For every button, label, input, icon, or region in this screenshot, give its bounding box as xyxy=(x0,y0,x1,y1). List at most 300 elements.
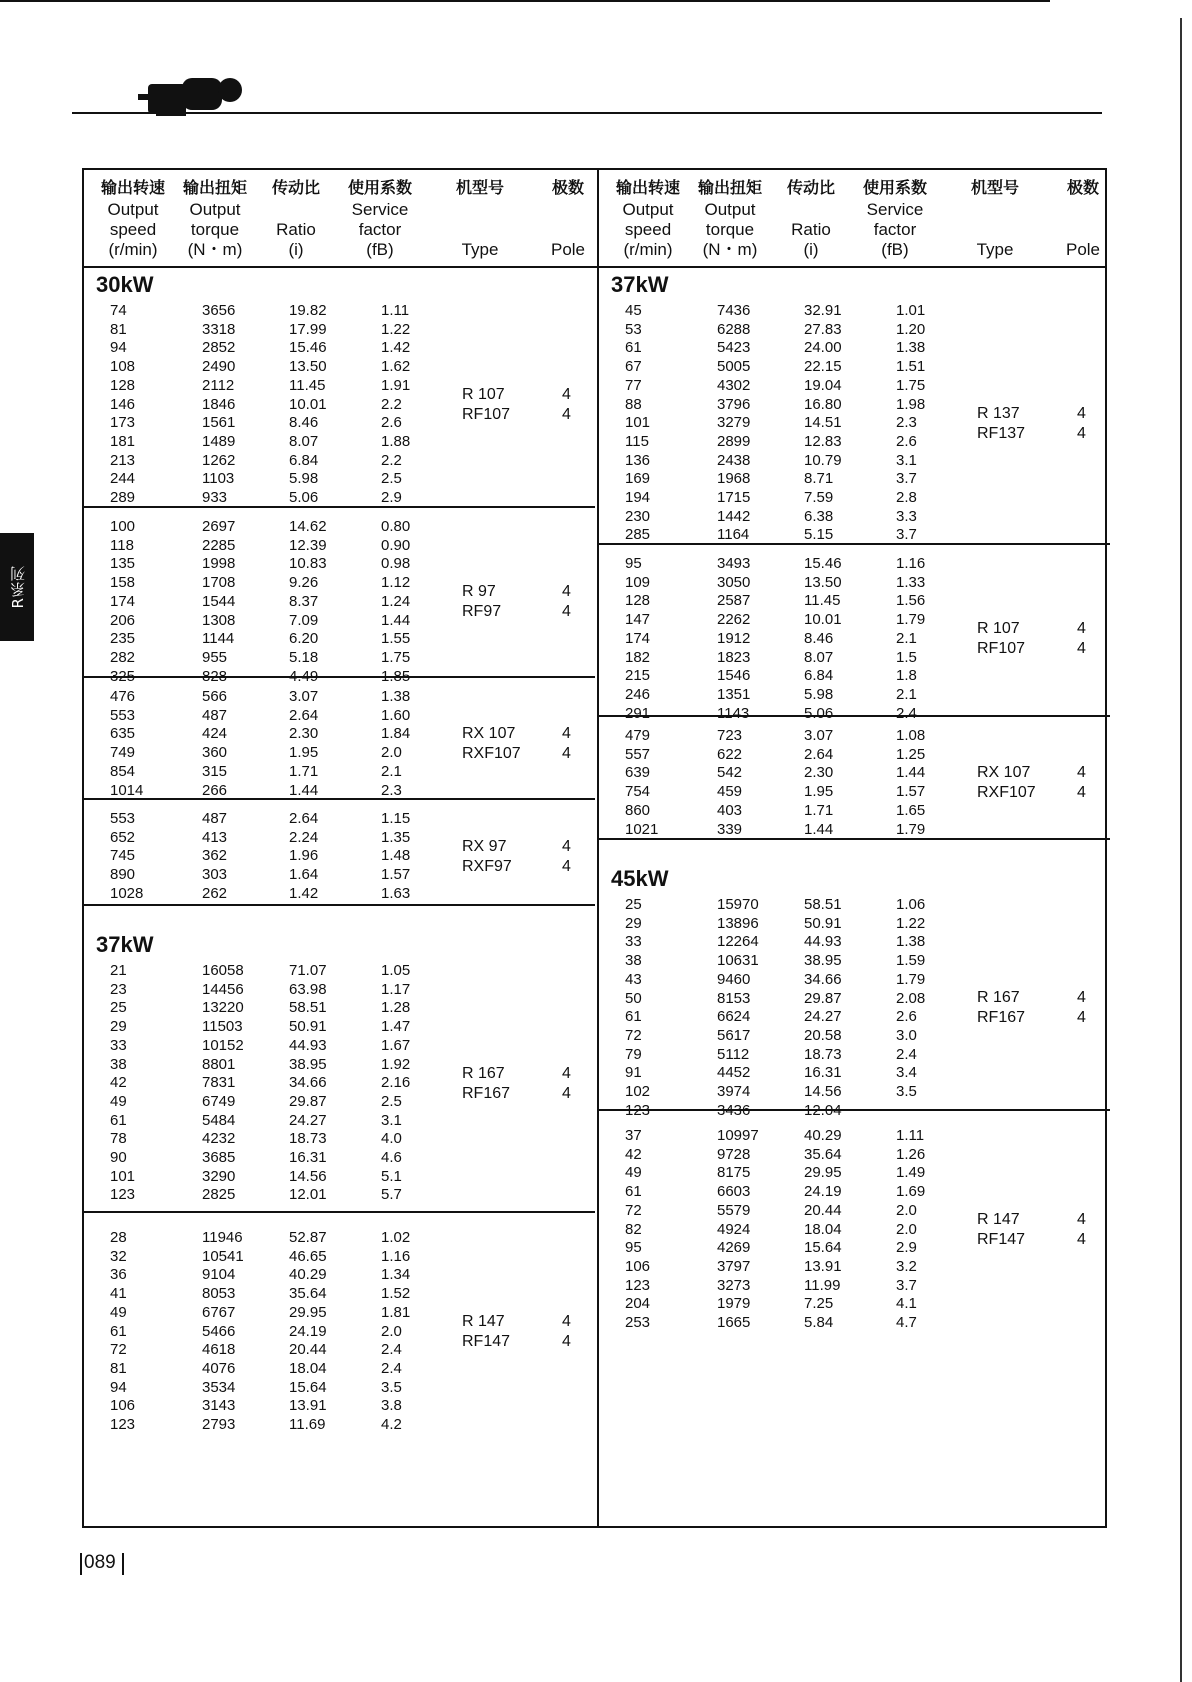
factor-cell: 4.0 xyxy=(381,1130,402,1148)
speed-cell: 33 xyxy=(625,933,642,951)
table-row xyxy=(599,1221,1110,1240)
header-en xyxy=(935,200,1055,220)
table-section xyxy=(599,270,1110,545)
torque-cell: 11503 xyxy=(202,1018,243,1036)
speed-cell: 479 xyxy=(625,727,651,744)
torque-cell: 3797 xyxy=(717,1257,751,1275)
type-name: R 147 xyxy=(462,1312,505,1330)
table-row xyxy=(84,1112,595,1131)
ratio-cell: 24.27 xyxy=(804,1008,842,1026)
speed-cell: 213 xyxy=(110,451,136,469)
ratio-cell: 6.84 xyxy=(804,667,834,685)
torque-cell: 4302 xyxy=(717,376,751,394)
ratio-cell: 11.45 xyxy=(804,592,841,610)
ratio-cell: 13.50 xyxy=(804,573,842,591)
speed-cell: 53 xyxy=(625,320,642,338)
factor-cell: 1.85 xyxy=(381,667,411,685)
speed-cell: 95 xyxy=(625,1239,642,1257)
speed-cell: 29 xyxy=(110,1018,127,1036)
factor-cell: 3.2 xyxy=(896,1257,917,1275)
speed-cell: 49 xyxy=(110,1092,127,1110)
torque-cell: 2793 xyxy=(202,1416,236,1433)
speed-cell: 61 xyxy=(110,1111,127,1129)
factor-cell: 3.0 xyxy=(896,1026,917,1044)
factor-cell: 1.84 xyxy=(381,725,411,743)
factor-cell: 2.3 xyxy=(381,781,402,799)
ratio-cell: 1.95 xyxy=(804,783,834,801)
header-cn: 输出转速 xyxy=(100,178,165,197)
table-row xyxy=(84,1397,595,1416)
ratio-cell: 40.29 xyxy=(804,1127,842,1144)
table-row xyxy=(84,1379,595,1398)
torque-cell: 1998 xyxy=(202,555,236,573)
header-en: (N・m) xyxy=(702,240,758,259)
ratio-cell: 11.69 xyxy=(289,1416,326,1433)
speed-cell: 42 xyxy=(625,1145,642,1163)
header-cell xyxy=(845,178,945,260)
factor-cell: 3.1 xyxy=(896,451,917,469)
ratio-cell: 1.64 xyxy=(289,866,319,884)
header-cell xyxy=(330,178,430,260)
pole-label xyxy=(562,837,571,877)
header-cell xyxy=(420,178,540,260)
speed-cell: 38 xyxy=(110,1055,127,1073)
table-row xyxy=(84,537,595,556)
pole-value: 4 xyxy=(1077,404,1086,422)
speed-cell: 123 xyxy=(110,1186,136,1204)
type-name: R 107 xyxy=(977,620,1020,638)
speed-cell: 67 xyxy=(625,358,642,376)
table-row xyxy=(599,915,1110,934)
table-row xyxy=(599,1183,1110,1202)
table-row xyxy=(84,593,595,612)
right-column xyxy=(599,170,1110,1331)
torque-cell: 1351 xyxy=(717,685,751,703)
torque-cell: 3273 xyxy=(717,1276,751,1294)
torque-cell: 360 xyxy=(202,744,228,762)
factor-cell: 4.1 xyxy=(896,1295,917,1313)
table-row xyxy=(599,649,1110,668)
speed-cell: 1014 xyxy=(110,781,144,799)
header-en xyxy=(420,220,540,240)
torque-cell: 2262 xyxy=(717,611,751,629)
torque-cell: 3974 xyxy=(717,1083,751,1100)
torque-cell: 2285 xyxy=(202,536,236,554)
header-cell xyxy=(84,178,182,260)
power-heading: 30kW xyxy=(96,272,154,297)
speed-cell: 285 xyxy=(625,526,651,544)
speed-cell: 81 xyxy=(110,1359,127,1377)
type-name: RF97 xyxy=(462,603,502,621)
torque-cell: 13896 xyxy=(717,914,759,932)
factor-cell: 3.7 xyxy=(896,526,917,544)
factor-cell: 1.92 xyxy=(381,1055,411,1073)
ratio-cell: 2.64 xyxy=(804,745,834,763)
ratio-cell: 8.46 xyxy=(804,629,834,647)
ratio-cell: 11.99 xyxy=(804,1276,841,1294)
speed-cell: 72 xyxy=(625,1201,642,1219)
factor-cell: 2.16 xyxy=(381,1074,411,1092)
torque-cell: 9104 xyxy=(202,1266,236,1284)
table-section xyxy=(84,270,595,508)
torque-cell: 542 xyxy=(717,764,743,782)
speed-cell: 204 xyxy=(625,1295,651,1313)
speed-cell: 754 xyxy=(625,783,651,801)
ratio-cell: 14.51 xyxy=(804,414,842,432)
ratio-cell: 34.66 xyxy=(289,1074,327,1092)
factor-cell: 1.01 xyxy=(896,302,926,319)
table-row xyxy=(84,1130,595,1149)
header-en: (fB) xyxy=(881,240,909,259)
ratio-cell: 58.51 xyxy=(289,999,327,1017)
ratio-cell: 5.84 xyxy=(804,1314,834,1331)
pole-value: 4 xyxy=(562,405,571,423)
ratio-cell: 8.07 xyxy=(804,648,834,666)
speed-cell: 169 xyxy=(625,470,651,488)
factor-cell: 1.17 xyxy=(381,980,411,998)
pole-label xyxy=(562,1064,571,1104)
torque-cell: 14456 xyxy=(202,980,244,998)
ratio-cell: 16.31 xyxy=(289,1149,327,1166)
table-row xyxy=(84,1074,595,1093)
speed-cell: 652 xyxy=(110,828,136,846)
ratio-cell: 3.07 xyxy=(804,727,834,744)
ratio-cell: 19.82 xyxy=(289,302,327,319)
speed-cell: 106 xyxy=(110,1397,136,1415)
torque-cell: 7436 xyxy=(717,302,751,319)
factor-cell: 2.6 xyxy=(381,414,402,432)
pole-label xyxy=(1077,1210,1086,1250)
speed-cell: 128 xyxy=(625,592,651,610)
torque-cell: 828 xyxy=(202,667,228,685)
power-heading: 37kW xyxy=(96,932,154,957)
factor-cell: 2.4 xyxy=(896,704,917,722)
torque-cell: 9460 xyxy=(717,970,751,988)
speed-cell: 36 xyxy=(110,1266,127,1284)
speed-cell: 61 xyxy=(110,1322,127,1340)
table-row xyxy=(599,452,1110,471)
torque-cell: 459 xyxy=(717,783,743,801)
speed-cell: 639 xyxy=(625,764,651,782)
ratio-cell: 16.80 xyxy=(804,395,842,413)
type-label xyxy=(977,1210,1025,1250)
header-en xyxy=(540,220,596,240)
torque-cell: 6749 xyxy=(202,1092,236,1110)
factor-cell: 1.48 xyxy=(381,847,411,865)
factor-cell: 5.1 xyxy=(381,1167,402,1185)
torque-cell: 1144 xyxy=(202,630,235,648)
table-row xyxy=(84,1149,595,1168)
factor-cell: 2.4 xyxy=(381,1359,402,1377)
ratio-cell: 7.59 xyxy=(804,489,834,506)
speed-cell: 557 xyxy=(625,745,651,763)
speed-cell: 123 xyxy=(625,1276,651,1294)
ratio-cell: 7.09 xyxy=(289,611,319,629)
ratio-cell: 71.07 xyxy=(289,962,327,979)
ratio-cell: 15.64 xyxy=(804,1239,842,1257)
speed-cell: 173 xyxy=(110,414,136,432)
ratio-cell: 38.95 xyxy=(804,952,842,970)
torque-cell: 1708 xyxy=(202,574,236,592)
header-en xyxy=(935,220,1055,240)
table-section xyxy=(84,904,595,1213)
table-row xyxy=(84,1285,595,1304)
header-cell xyxy=(1055,178,1111,260)
torque-cell: 2112 xyxy=(202,376,235,394)
speed-cell: 91 xyxy=(625,1064,642,1082)
torque-cell: 6288 xyxy=(717,320,751,338)
factor-cell: 1.67 xyxy=(381,1036,411,1054)
type-name: RF137 xyxy=(977,424,1026,442)
header-cn: 机型号 xyxy=(455,178,504,197)
type-name: RF147 xyxy=(977,1230,1026,1248)
speed-cell: 61 xyxy=(625,1008,642,1026)
table-section xyxy=(599,838,1110,1119)
factor-cell: 1.11 xyxy=(896,1127,925,1144)
table-row xyxy=(599,574,1110,593)
ratio-cell: 5.06 xyxy=(804,704,834,722)
type-label xyxy=(462,724,521,764)
factor-cell: 1.25 xyxy=(896,745,926,763)
header-en: (i) xyxy=(803,240,819,259)
table-row xyxy=(599,727,1110,746)
ratio-cell: 18.73 xyxy=(804,1045,842,1063)
torque-cell: 5423 xyxy=(717,339,751,357)
pole-value: 4 xyxy=(1077,1210,1086,1228)
table-row xyxy=(599,611,1110,630)
speed-cell: 77 xyxy=(625,376,642,394)
factor-cell: 1.52 xyxy=(381,1285,411,1303)
speed-cell: 94 xyxy=(110,1378,127,1396)
table-row xyxy=(84,414,595,433)
factor-cell: 1.16 xyxy=(896,555,926,572)
table-row xyxy=(599,1008,1110,1027)
table-row xyxy=(599,414,1110,433)
header-en: (r/min) xyxy=(108,240,158,259)
factor-cell: 2.1 xyxy=(896,629,917,647)
header-cell xyxy=(777,178,845,260)
speed-cell: 25 xyxy=(625,896,642,913)
torque-cell: 2852 xyxy=(202,339,236,357)
factor-cell: 1.02 xyxy=(381,1229,411,1246)
table-row xyxy=(84,358,595,377)
ratio-cell: 8.71 xyxy=(804,470,834,488)
speed-cell: 174 xyxy=(625,629,651,647)
speed-cell: 49 xyxy=(625,1164,642,1182)
factor-cell: 1.12 xyxy=(381,574,411,592)
type-name: RX 97 xyxy=(462,837,507,855)
top-rule xyxy=(0,0,1050,2)
table-row xyxy=(84,1266,595,1285)
speed-cell: 860 xyxy=(625,801,651,819)
series-side-tab xyxy=(0,533,34,641)
ratio-cell: 29.87 xyxy=(289,1092,327,1110)
factor-cell: 1.5 xyxy=(896,648,917,666)
speed-cell: 553 xyxy=(110,810,136,827)
ratio-cell: 29.95 xyxy=(804,1164,842,1182)
factor-cell: 2.0 xyxy=(381,744,402,762)
torque-cell: 3050 xyxy=(717,573,751,591)
factor-cell: 2.5 xyxy=(381,470,402,488)
type-name: RF147 xyxy=(462,1332,511,1350)
ratio-cell: 29.95 xyxy=(289,1303,327,1321)
series-side-tab-label: R系列 xyxy=(8,565,27,609)
table-row xyxy=(599,508,1110,527)
type-name: R 167 xyxy=(462,1064,505,1082)
ratio-cell: 4.49 xyxy=(289,667,319,685)
torque-cell: 339 xyxy=(717,820,743,838)
table-row xyxy=(84,433,595,452)
speed-cell: 23 xyxy=(110,980,127,998)
factor-cell: 4.2 xyxy=(381,1416,402,1433)
ratio-cell: 63.98 xyxy=(289,980,327,998)
pole-value: 4 xyxy=(562,857,571,875)
ratio-cell: 18.04 xyxy=(289,1359,327,1377)
header-en: Type xyxy=(461,240,499,259)
ratio-cell: 8.37 xyxy=(289,592,319,610)
table-row xyxy=(599,470,1110,489)
speed-cell: 74 xyxy=(110,302,127,319)
ratio-cell: 24.19 xyxy=(289,1322,327,1340)
ratio-cell: 18.04 xyxy=(804,1220,842,1238)
table-row xyxy=(84,962,595,981)
type-name: RXF97 xyxy=(462,857,512,875)
table-row xyxy=(84,1323,595,1342)
torque-cell: 1846 xyxy=(202,395,236,413)
speed-cell: 72 xyxy=(110,1341,127,1359)
factor-cell: 2.2 xyxy=(381,451,402,469)
table-row xyxy=(84,1186,595,1205)
ratio-cell: 20.44 xyxy=(289,1341,327,1359)
speed-cell: 128 xyxy=(110,376,136,394)
torque-cell: 13220 xyxy=(202,999,244,1017)
header-cn: 极数 xyxy=(551,178,584,197)
ratio-cell: 15.46 xyxy=(804,555,842,572)
factor-cell: 1.79 xyxy=(896,820,926,838)
factor-cell: 1.33 xyxy=(896,573,926,591)
torque-cell: 1561 xyxy=(202,414,236,432)
header-cn: 传动比 xyxy=(271,178,320,197)
header-cn: 极数 xyxy=(1066,178,1099,197)
speed-cell: 82 xyxy=(625,1220,642,1238)
table-row xyxy=(599,592,1110,611)
speed-cell: 32 xyxy=(110,1247,127,1265)
factor-cell: 1.62 xyxy=(381,358,411,376)
factor-cell: 1.63 xyxy=(381,884,411,902)
table-row xyxy=(599,1164,1110,1183)
table-row xyxy=(599,667,1110,686)
factor-cell: 1.11 xyxy=(381,302,410,319)
torque-cell: 1164 xyxy=(717,526,750,544)
ratio-cell: 52.87 xyxy=(289,1229,327,1246)
torque-cell: 9728 xyxy=(717,1145,751,1163)
speed-cell: 78 xyxy=(110,1130,127,1148)
pole-label xyxy=(562,724,571,764)
factor-cell: 1.49 xyxy=(896,1164,926,1182)
ratio-cell: 8.07 xyxy=(289,432,319,450)
factor-cell: 2.5 xyxy=(381,1092,402,1110)
ratio-cell: 14.56 xyxy=(804,1083,842,1100)
table-row xyxy=(599,896,1110,915)
ratio-cell: 46.65 xyxy=(289,1247,327,1265)
factor-cell: 1.08 xyxy=(896,727,926,744)
pole-value: 4 xyxy=(1077,784,1086,802)
torque-cell: 4452 xyxy=(717,1064,751,1082)
header-en: Output xyxy=(622,200,674,219)
pole-value: 4 xyxy=(562,1332,571,1350)
pole-value: 4 xyxy=(562,385,571,403)
table-row xyxy=(84,829,595,848)
torque-cell: 3796 xyxy=(717,395,751,413)
factor-cell: 1.47 xyxy=(381,1018,411,1036)
torque-cell: 1715 xyxy=(717,489,751,506)
table-row xyxy=(84,1248,595,1267)
torque-cell: 487 xyxy=(202,706,228,724)
ratio-cell: 1.42 xyxy=(289,884,319,902)
ratio-cell: 5.06 xyxy=(289,489,319,506)
torque-cell: 1665 xyxy=(717,1314,751,1331)
column-header xyxy=(84,170,595,266)
ratio-cell: 20.58 xyxy=(804,1026,842,1044)
ratio-cell: 50.91 xyxy=(289,1018,327,1036)
factor-cell: 1.42 xyxy=(381,339,411,357)
torque-cell: 1308 xyxy=(202,611,236,629)
torque-cell: 4924 xyxy=(717,1220,751,1238)
ratio-cell: 24.19 xyxy=(804,1183,842,1201)
table-row xyxy=(599,971,1110,990)
ratio-cell: 2.30 xyxy=(804,764,834,782)
ratio-cell: 1.95 xyxy=(289,744,319,762)
factor-cell: 0.80 xyxy=(381,518,411,535)
header-en: (N・m) xyxy=(187,240,243,259)
speed-cell: 61 xyxy=(625,339,642,357)
power-heading: 45kW xyxy=(611,866,669,891)
header-en: factor xyxy=(873,220,917,239)
type-label xyxy=(977,404,1025,444)
header-cell xyxy=(599,178,697,260)
table-row xyxy=(84,574,595,593)
factor-cell: 4.7 xyxy=(896,1314,917,1331)
ratio-cell: 6.38 xyxy=(804,507,834,525)
ratio-cell: 38.95 xyxy=(289,1055,327,1073)
ratio-cell: 27.83 xyxy=(804,320,842,338)
torque-cell: 10631 xyxy=(717,952,759,970)
speed-cell: 146 xyxy=(110,395,136,413)
header-en: Output xyxy=(189,200,241,219)
speed-cell: 106 xyxy=(625,1257,651,1275)
speed-cell: 553 xyxy=(110,706,136,724)
gear-motor-icon xyxy=(138,70,248,118)
factor-cell: 1.22 xyxy=(896,914,926,932)
header-en: (r/min) xyxy=(623,240,673,259)
ratio-cell: 1.44 xyxy=(289,781,319,799)
table-row xyxy=(599,396,1110,415)
table-row xyxy=(84,1229,595,1248)
ratio-cell: 14.62 xyxy=(289,518,327,535)
ratio-cell: 3.07 xyxy=(289,688,319,705)
table-row xyxy=(84,866,595,885)
torque-cell: 424 xyxy=(202,725,228,743)
table-row xyxy=(599,1202,1110,1221)
header-cn: 输出扭矩 xyxy=(697,178,762,197)
speed-cell: 21 xyxy=(110,962,127,979)
speed-cell: 854 xyxy=(110,762,136,780)
torque-cell: 3318 xyxy=(202,320,236,338)
speed-cell: 476 xyxy=(110,688,136,705)
ratio-cell: 35.64 xyxy=(289,1285,327,1303)
header-en: Pole xyxy=(550,240,586,259)
ratio-cell: 40.29 xyxy=(289,1266,327,1284)
